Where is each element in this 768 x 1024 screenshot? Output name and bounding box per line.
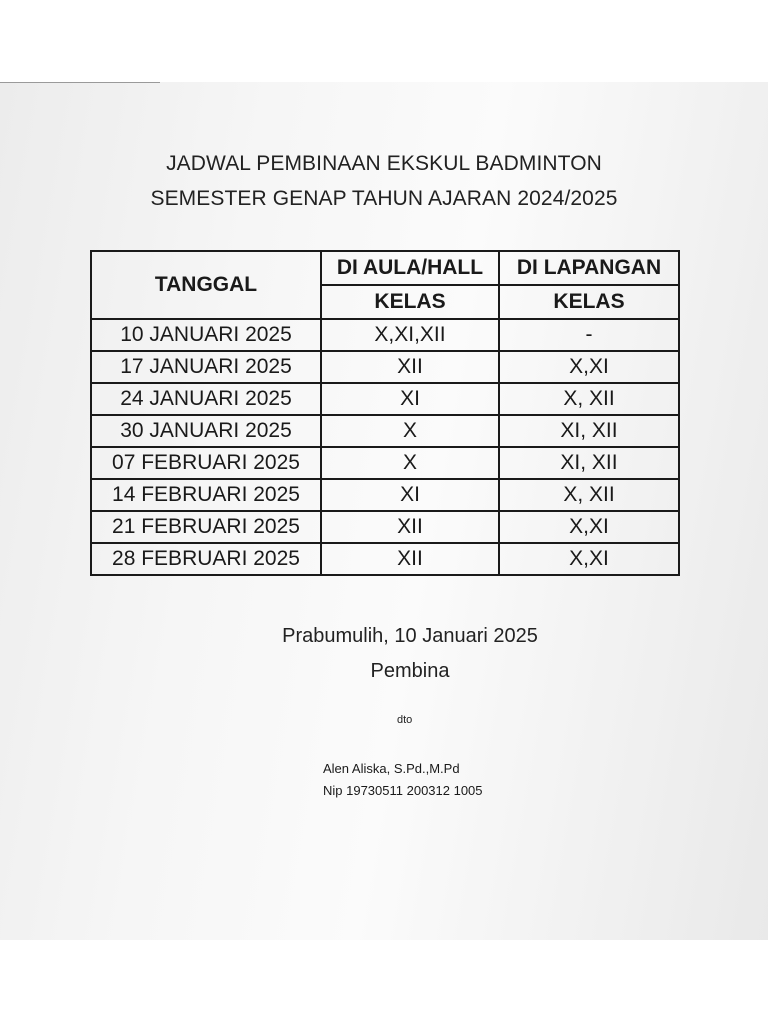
table-row xyxy=(91,383,679,415)
cell-date: 28 FEBRUARI 2025 xyxy=(91,543,321,575)
header-field: DI LAPANGAN xyxy=(499,251,679,285)
table-row xyxy=(91,415,679,447)
cell-field: X, XII xyxy=(499,479,679,511)
cell-hall: X xyxy=(321,415,499,447)
cell-field: - xyxy=(499,319,679,351)
cell-date: 24 JANUARI 2025 xyxy=(91,383,321,415)
signature-note: dto xyxy=(397,714,413,726)
signer-role: Pembina xyxy=(370,660,450,682)
cell-hall: XII xyxy=(321,511,499,543)
cell-date: 21 FEBRUARI 2025 xyxy=(91,511,321,543)
signer-name: Alen Aliska, S.Pd.,M.Pd xyxy=(323,761,460,776)
table-row xyxy=(91,511,679,543)
header-date: TANGGAL xyxy=(91,251,321,319)
schedule-table xyxy=(90,250,680,576)
paper-edge-line xyxy=(0,82,160,83)
cell-date: 07 FEBRUARI 2025 xyxy=(91,447,321,479)
cell-hall: XI xyxy=(321,383,499,415)
cell-field: XI, XII xyxy=(499,447,679,479)
document-title-line-1: JADWAL PEMBINAAN EKSKUL BADMINTON xyxy=(166,152,602,175)
table-row xyxy=(91,479,679,511)
cell-field: X, XII xyxy=(499,383,679,415)
signer-nip: Nip 19730511 200312 1005 xyxy=(323,783,483,798)
cell-field: X,XI xyxy=(499,543,679,575)
document-title-line-2: SEMESTER GENAP TAHUN AJARAN 2024/2025 xyxy=(150,187,618,210)
cell-hall: X xyxy=(321,447,499,479)
cell-hall: XII xyxy=(321,351,499,383)
cell-field: X,XI xyxy=(499,351,679,383)
cell-hall: XII xyxy=(321,543,499,575)
cell-field: XI, XII xyxy=(499,415,679,447)
signer-block xyxy=(323,758,483,802)
cell-date: 17 JANUARI 2025 xyxy=(91,351,321,383)
table-row xyxy=(91,447,679,479)
cell-hall: X,XI,XII xyxy=(321,319,499,351)
table-row xyxy=(91,543,679,575)
header-hall: DI AULA/HALL xyxy=(321,251,499,285)
cell-date: 10 JANUARI 2025 xyxy=(91,319,321,351)
cell-hall: XI xyxy=(321,479,499,511)
table-row xyxy=(91,319,679,351)
header-row xyxy=(91,251,679,285)
table-row xyxy=(91,351,679,383)
subheader-hall-class: KELAS xyxy=(321,285,499,319)
cell-field: X,XI xyxy=(499,511,679,543)
subheader-field-class: KELAS xyxy=(499,285,679,319)
place-date: Prabumulih, 10 Januari 2025 xyxy=(282,625,538,647)
cell-date: 30 JANUARI 2025 xyxy=(91,415,321,447)
cell-date: 14 FEBRUARI 2025 xyxy=(91,479,321,511)
